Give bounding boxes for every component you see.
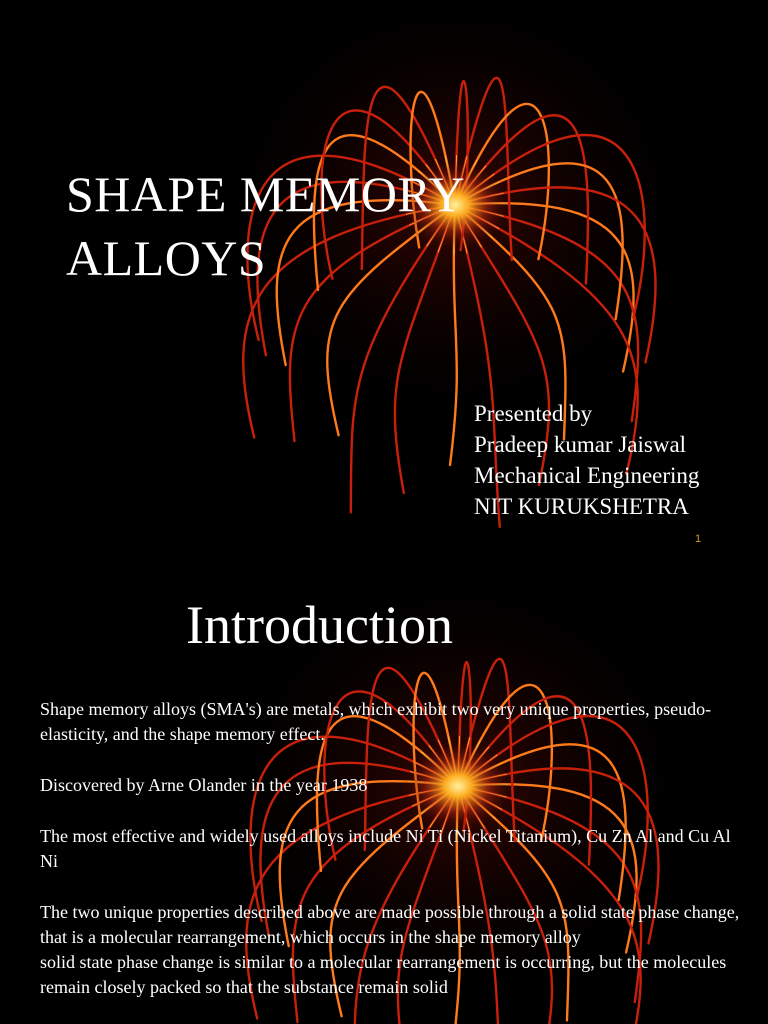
presenter-line-institute: NIT KURUKSHETRA [474,494,689,519]
paragraph: Discovered by Arne Olander in the year 1938 [40,775,368,795]
presenter-line-department: Mechanical Engineering [474,463,700,488]
presenter-block [474,398,699,522]
slide-title: Introduction [186,595,453,655]
slide-body [40,697,740,1000]
paragraph: The two unique properties described above are made possible through a solid state phase change, that is a molecular rearrangement, which occurs in the shape memory alloy [40,902,740,947]
page-number: 1 [695,533,702,545]
paragraph: solid state phase change is similar to a molecular rearrangement is occurring, but the molecules remain closely packed so that the substance remain solid [40,952,727,997]
paragraph: Shape memory alloys (SMA's) are metals, which exhibit two very unique properties, pseudo-elasticity, and the shape memory effect. [40,699,712,744]
presenter-line-presented-by: Presented by [474,401,593,426]
presenter-line-name: Pradeep kumar Jaiswal [474,432,687,457]
introduction-slide [0,548,768,1024]
slide-title: SHAPE MEMORY ALLOYS [66,166,466,286]
paragraph: The most effective and widely used alloys include Ni Ti (Nickel Titanium), Cu Zn Al and Cu Al Ni [40,826,731,871]
